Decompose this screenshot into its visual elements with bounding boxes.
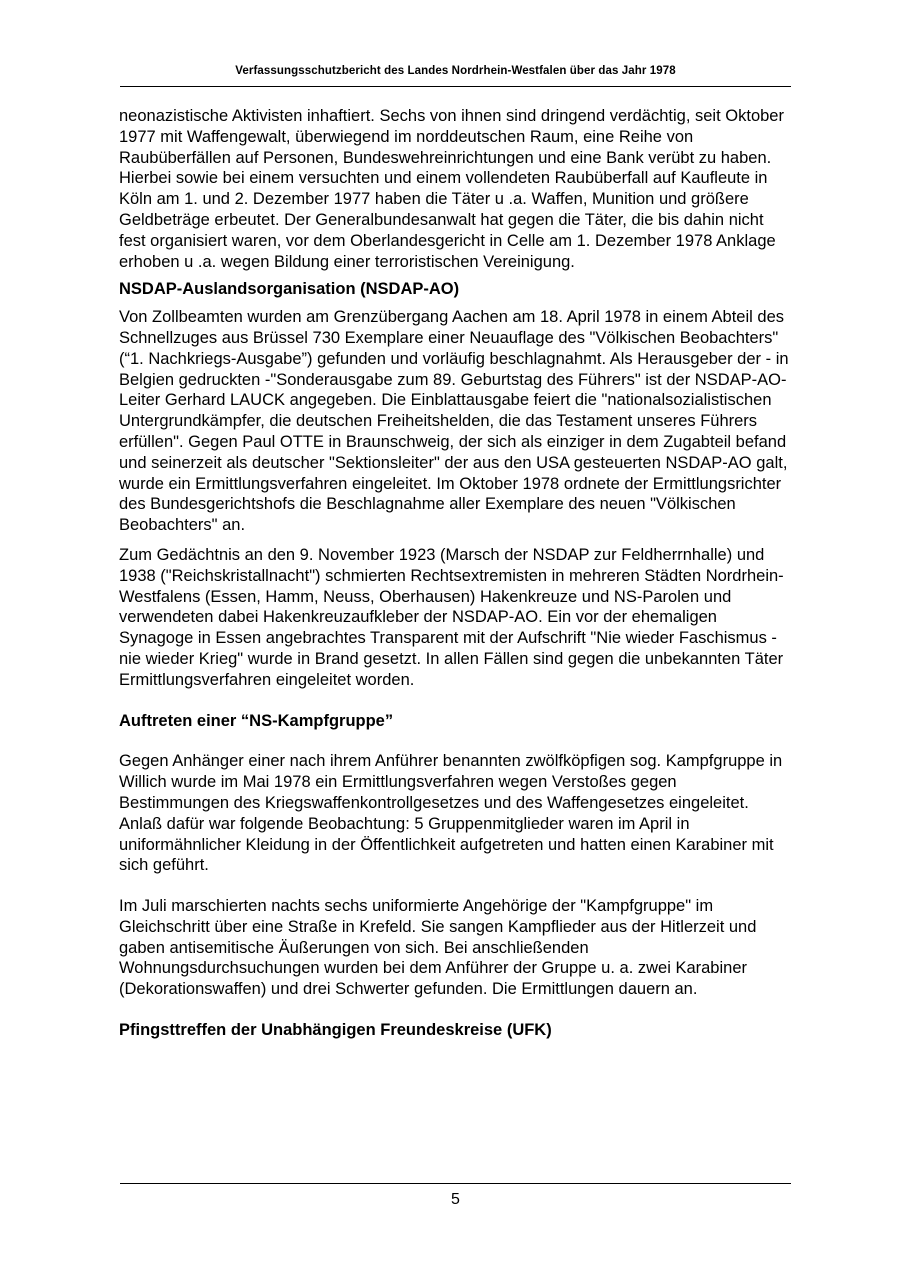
paragraph-5: Im Juli marschierten nachts sechs uniformierte Angehörige der "Kampfgruppe" im Gleichschritt über eine Straße in Krefeld. Sie sangen Kampflieder aus der Hitlerzeit und gaben antisemitische Äußerungen von sich. Bei anschließenden Wohnungsdurchsuchungen wurden bei dem Anführer der Gruppe u. a. zwei Karabiner (Dekorationswaffen) und drei Schwerter gefunden. Die Ermittlungen dauern an.	[119, 897, 757, 999]
page-content	[119, 106, 789, 1041]
running-header: Verfassungsschutzbericht des Landes Nordrhein-Westfalen über das Jahr 1978	[235, 65, 676, 77]
heading-nsdap-ao: NSDAP-Auslandsorganisation (NSDAP-AO)	[119, 280, 460, 299]
paragraph-4: Gegen Anhänger einer nach ihrem Anführer benannten zwölfköpfigen sog. Kampfgruppe in Willich wurde im Mai 1978 ein Ermittlungsverfahren wegen Verstoßes gegen Bestimmungen des Kriegswaffenkontrollgesetzes und des Waffengesetzes eingeleitet. Anlaß dafür war folgende Beobachtung: 5 Gruppenmitglieder waren im April in uniformähnlicher Kleidung in der Öffentlichkeit aufgetreten und hatten einen Karabiner mit sich geführt.	[119, 752, 783, 875]
header-rule	[120, 86, 791, 87]
footer-rule	[120, 1183, 791, 1184]
heading-ufk: Pfingsttreffen der Unabhängigen Freundeskreise (UFK)	[119, 1021, 552, 1040]
paragraph-2: Von Zollbeamten wurden am Grenzübergang Aachen am 18. April 1978 in einem Abteil des Schnellzuges aus Brüssel 730 Exemplare einer Neuauflage des "Völkischen Beobachters" (“1. Nachkriegs-Ausgabe”) gefunden und vorläufig beschlagnahmt. Als Herausgeber der - in Belgien gedruckten -"Sonderausgabe zum 89. Geburtstag des Führers" ist der NSDAP-AO-Leiter Gerhard LAUCK angegeben. Die Einblattausgabe feiert die "nationalsozialistischen Untergrundkämpfer, die deutschen Freiheitshelden, die das Testament unseres Führers erfüllen". Gegen Paul OTTE in Braunschweig, der sich als einziger in dem Zugabteil befand und seinerzeit als deutscher "Sektionsleiter" der aus den USA gesteuerten NSDAP-AO galt, wurde ein Ermittlungsverfahren eingeleitet. Im Oktober 1978 ordnete der Ermittlungsrichter des Bundesgerichtshofs die Beschlagnahme aller Exemplare des neuen "Völkischen Beobachters" an.	[119, 308, 789, 535]
paragraph-3: Zum Gedächtnis an den 9. November 1923 (Marsch der NSDAP zur Feldherrnhalle) und 1938 ("Reichskristallnacht") schmierten Rechtsextremisten in mehreren Städten Nordrhein-Westfalens (Essen, Hamm, Neuss, Oberhausen) Hakenkreuze und NS-Parolen und verwendeten dabei Hakenkreuzaufkleber der NSDAP-AO. Ein vor der ehemaligen Synagoge in Essen angebrachtes Transparent mit der Aufschrift "Nie wieder Faschismus - nie wieder Krieg" wurde in Brand gesetzt. In allen Fällen sind gegen die unbekannten Täter Ermittlungsverfahren eingeleitet worden.	[119, 545, 784, 689]
heading-ns-kampfgruppe: Auftreten einer “NS-Kampfgruppe”	[119, 711, 394, 730]
page-number: 5	[451, 1191, 460, 1208]
paragraph-1: neonazistische Aktivisten inhaftiert. Sechs von ihnen sind dringend verdächtig, seit Oktober 1977 mit Waffengewalt, überwiegend im norddeutschen Raum, eine Reihe von Raubüberfällen auf Personen, Bundeswehreinrichtungen und eine Bank verübt zu haben. Hierbei sowie bei einem versuchten und einem vollendeten Raubüberfall auf Kaufleute in Köln am 1. und 2. Dezember 1977 haben die Täter u .a. Waffen, Munition und größere Geldbeträge erbeutet. Der Generalbundesanwalt hat gegen die Täter, die bis dahin nicht fest organisiert waren, vor dem Oberlandesgericht in Celle am 1. Dezember 1978 Anklage erhoben u .a. wegen Bildung einer terroristischen Vereinigung.	[119, 107, 784, 271]
